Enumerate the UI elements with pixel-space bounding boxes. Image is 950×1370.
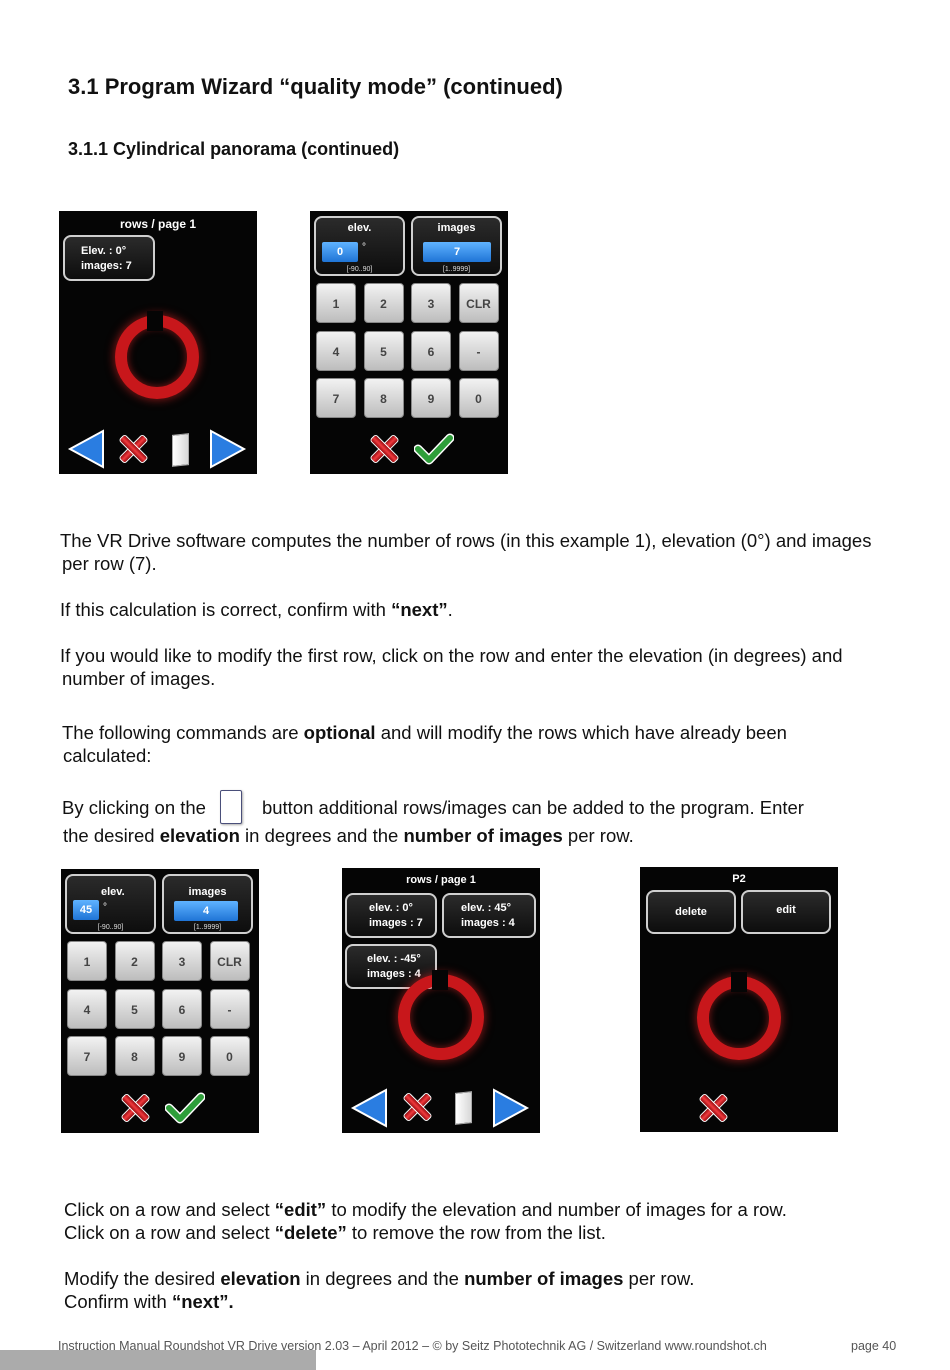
paragraph: Click on a row and select “edit” to modify the elevation and number of images for a row. Click on a row and select “delete” to remove the row from the list. [64,1199,787,1243]
keypad-key[interactable]: 0 [210,1036,250,1076]
next-arrow-icon[interactable] [492,1088,530,1128]
degree-unit: ° [362,242,366,253]
keypad-key[interactable]: 6 [162,989,202,1029]
confirm-check-icon[interactable] [165,1092,205,1124]
screen-keypad-1 [310,211,508,474]
images-field[interactable] [411,216,502,276]
previous-arrow-icon[interactable] [67,429,105,469]
screen-rows-page1 [59,211,257,474]
keypad-key[interactable]: 4 [67,989,107,1029]
keypad-key[interactable]: 8 [364,378,404,418]
page-number: page 40 [851,1339,897,1353]
elevation-value[interactable]: 45 [73,900,99,920]
elevation-range: [-90..90] [346,266,373,273]
images-value[interactable]: 4 [174,901,238,921]
edit-button[interactable]: edit [741,890,831,934]
keypad-key[interactable]: 5 [364,331,404,371]
images-label: images [437,222,476,234]
section-title: 3.1.1 Cylindrical panorama (continued) [68,139,400,159]
keypad-key[interactable]: 5 [115,989,155,1029]
screen-title: rows / page 1 [119,217,197,231]
confirm-check-icon[interactable] [414,433,454,465]
keypad-key[interactable]: CLR [459,283,499,323]
cancel-icon[interactable] [400,1090,434,1124]
paragraph: The following commands are optional and will modify the rows which have already been calculated: [62,722,787,766]
cancel-icon[interactable] [367,432,401,466]
elevation-range: [-90..90] [97,924,124,931]
row-button[interactable]: elev. : -45° images : 4 [345,944,437,989]
keypad-key[interactable]: 3 [411,283,451,323]
paragraph [60,644,843,690]
row-button[interactable]: elev. : 45° images : 4 [442,893,536,938]
images-range: [1..9999] [193,924,222,931]
paragraph-line: calculated: [63,745,152,766]
row-button[interactable] [63,235,155,281]
cancel-icon[interactable] [696,1091,730,1125]
images-value[interactable]: 7 [423,242,491,262]
keypad-key[interactable]: 2 [364,283,404,323]
keypad-key[interactable]: 4 [316,331,356,371]
paragraph-line: per row (7). [62,553,157,574]
paragraph: If this calculation is correct, confirm with “next”. [60,599,453,620]
elevation-value[interactable]: 0 [322,242,358,262]
footer-text: Instruction Manual Roundshot VR Drive version 2.03 – April 2012 – © by Seitz Phototechnik AG / Switzerland www.roundshot.ch [58,1339,767,1353]
screen-keypad-2 [61,869,259,1133]
keypad-key[interactable]: 7 [67,1036,107,1076]
paragraph: Modify the desired elevation in degrees and the number of images per row. Confirm with “next”. [64,1268,695,1312]
paragraph-line: If you would like to modify the first row, click on the row and enter the elevation (in degrees) and [60,645,843,666]
paragraph: By clicking on the button additional rows/images can be added to the program. Enter the desired elevation in degrees and the number of images per row. [62,790,804,847]
elevation-field[interactable] [314,216,405,276]
footer-bar [0,1350,316,1370]
keypad-key[interactable]: - [459,331,499,371]
keypad-key[interactable]: - [210,989,250,1029]
cancel-icon[interactable] [118,1091,152,1125]
screen-title: P2 [732,873,746,885]
elevation-field[interactable] [65,874,156,934]
screen-rows-page1-extended [342,868,540,1133]
keypad-key[interactable]: CLR [210,941,250,981]
paragraph [60,529,871,575]
keypad-key[interactable]: 9 [411,378,451,418]
screen-p2 [640,867,838,1132]
keypad-key[interactable]: 6 [411,331,451,371]
keypad-key[interactable]: 7 [316,378,356,418]
keypad-key[interactable]: 1 [67,941,107,981]
elevation-label: elev. [101,886,125,898]
cancel-icon[interactable] [116,432,150,466]
previous-arrow-icon[interactable] [350,1088,388,1128]
add-row-icon[interactable] [455,1091,472,1125]
next-arrow-icon[interactable] [209,429,247,469]
screen-title: rows / page 1 [406,874,476,886]
row-button[interactable]: elev. : 0° images : 7 [345,893,437,938]
row-elevation: Elev. : 0° [81,245,127,257]
keypad-key[interactable]: 0 [459,378,499,418]
keypad-key[interactable]: 8 [115,1036,155,1076]
images-field[interactable] [162,874,253,934]
add-row-page-icon [220,790,242,824]
page-title: 3.1 Program Wizard “quality mode” (continued) [68,74,563,99]
paragraph-line: number of images. [62,668,216,689]
delete-button[interactable]: delete [646,890,736,934]
keypad-key[interactable]: 3 [162,941,202,981]
images-range: [1..9999] [442,266,471,273]
paragraph-line: The VR Drive software computes the number of rows (in this example 1), elevation (0°) and images [60,530,872,551]
keypad-key[interactable]: 9 [162,1036,202,1076]
row-images: images: 7 [81,260,132,272]
elevation-label: elev. [347,222,372,234]
keypad-key[interactable]: 2 [115,941,155,981]
keypad-key[interactable]: 1 [316,283,356,323]
add-row-icon[interactable] [172,433,189,467]
images-label: images [188,886,227,898]
degree-unit: ° [103,902,107,913]
